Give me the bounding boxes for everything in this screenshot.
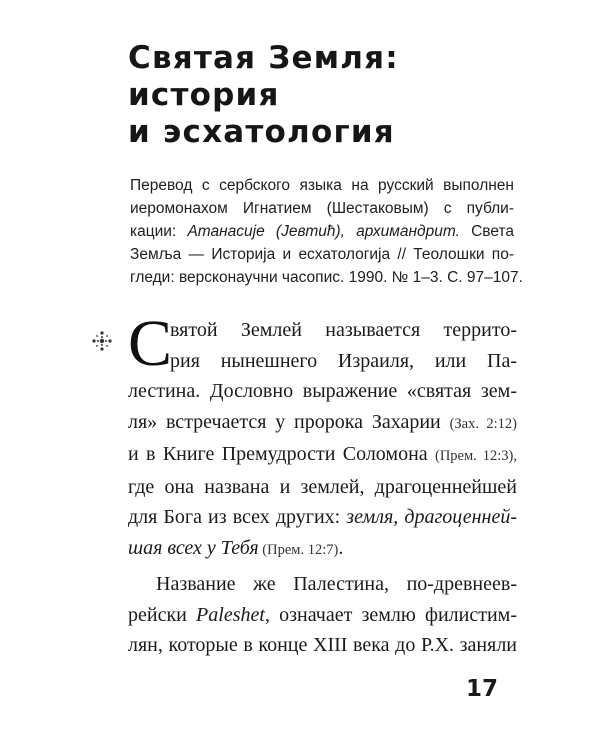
translation-note	[130, 174, 523, 289]
title-line-3: и эсхатология	[128, 114, 395, 150]
note-line-5: гледи: версконаучни часопис. 1990. № 1–3. С. 97–107.	[130, 269, 523, 286]
body-line-1: вятой Землей называется террито-	[170, 319, 517, 341]
chapter-title	[128, 40, 568, 151]
note-author-italic: Атанасије (Јевтић), архимандрит.	[187, 223, 460, 240]
note-line-3-tail: Света	[459, 223, 514, 240]
body-line-3: лестина. Дословно выражение «святая зем-	[128, 380, 517, 402]
body-p2-line-3: лян, которые в конце XIII века до Р.Х. заняли	[128, 634, 517, 656]
body-line-4-text: ля» встречается у пророка Захарии	[128, 410, 450, 433]
body-line-5-text: и в Книге Премудрости Соломона	[128, 443, 435, 465]
title-line-2: история	[128, 77, 280, 113]
body-p2-italic: Paleshet,	[196, 603, 270, 626]
note-line-2: иеромонахом Игнатием (Шестаковым) с публи-	[130, 200, 514, 217]
scripture-reference: (Прем. 12:3),	[435, 448, 517, 464]
body-line-2: рия нынешнего Израиля, или Па-	[170, 349, 517, 372]
body-line-4	[128, 407, 517, 440]
body-line-8-italic: шая всех у Тебя	[128, 536, 259, 559]
page-number: 17	[466, 676, 499, 702]
body-p2-line-2-text: рейски	[128, 603, 197, 626]
note-line-4: Земља — Историја и есхатологија // Теолошки по-	[130, 246, 514, 263]
body-line-6: где она названа и землей, драгоценнейшей	[128, 475, 517, 498]
body-line-7-italic: земля, драгоценней-	[346, 506, 518, 528]
body-p2-line-2	[128, 600, 517, 631]
body-line-8-end: .	[338, 536, 344, 559]
note-line-3	[130, 220, 514, 243]
note-line-3-plain: кации:	[130, 223, 188, 240]
floral-ornament-icon	[90, 329, 114, 353]
first-paragraph	[128, 307, 518, 565]
scripture-reference: (Прем. 12:7)	[258, 541, 339, 558]
body-line-5	[128, 439, 517, 472]
drop-cap: С	[128, 307, 173, 380]
scripture-reference: (Зах. 2:12)	[449, 415, 518, 432]
title-line-1: Святая Земля:	[128, 40, 399, 76]
body-text	[128, 307, 518, 661]
body-p2-line-1: Название же Палестина, по-древнеев-	[156, 573, 517, 595]
body-line-7	[128, 502, 517, 533]
note-line-1: Перевод с сербского языка на русский выполнен	[130, 177, 514, 194]
body-line-7-text: для Бога из всех других:	[128, 506, 347, 528]
body-line-8	[128, 533, 517, 566]
body-p2-line-2-tail: означает землю филистим-	[269, 603, 517, 626]
